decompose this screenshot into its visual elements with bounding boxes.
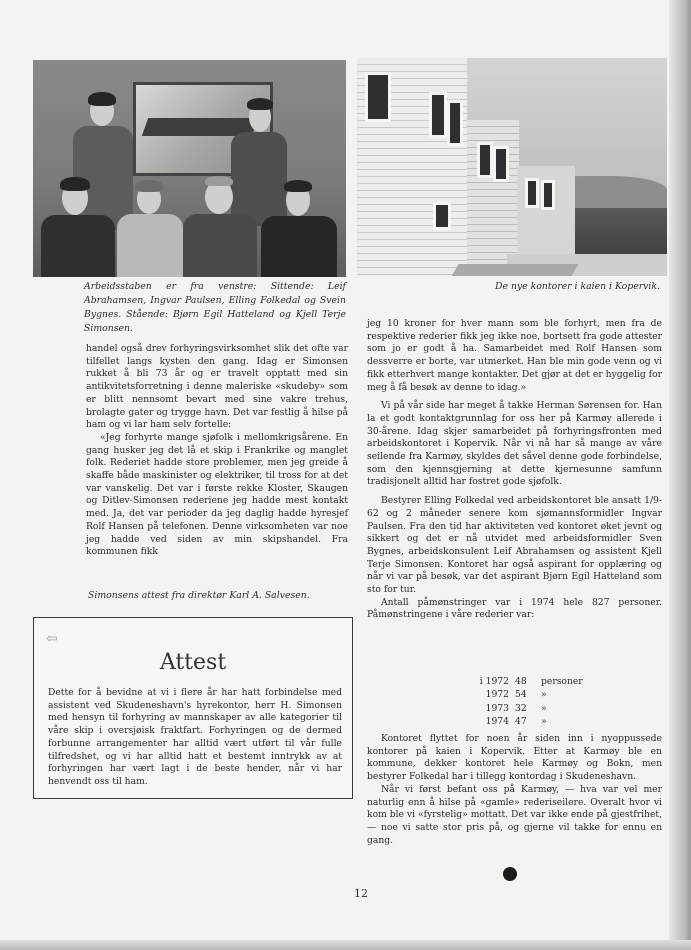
stats-count: 32 [515,702,527,714]
attest-box [33,617,353,799]
stats-year: 1974 [485,716,509,728]
right-paragraph-5: Kontoret flyttet for noen år siden inn i nyoppussede kontorer på kaien i Kopervik. Etter at Karmøy ble en kommune, dekker kontoret hele Karmøy og Bokn, men bestyrer Folkedal har i tillegg kontordag i Skudeneshavn. [367,733,662,783]
stats-unit: personer [541,676,583,687]
stats-unit: » [541,702,547,714]
stats-unit: » [541,716,547,728]
arrow-left-icon: ⇦ [46,631,58,647]
attest-caption: Simonsens attest fra direktør Karl A. Salvesen. [88,590,310,601]
right-column [367,318,662,622]
left-paragraph-2: «Jeg forhyrte mange sjøfolk i mellomkrigsårene. En gang husker jeg det lå et skip i Frankrike og manglet folk. Rederiet hadde store problemer, men jeg greide å skaffe både maskinister og elektriker, til tross for at det var vanskelig. Det var i første rekke Kloster, Skaugen og Ditlev-Simonsen rederiene jeg hadde mest kontakt med. Ja, det var perioder da jeg daglig hadde hyresjef Rolf Hansen på telefonen. Denne virksomheten var noe jeg hadde ved siden av min skipshandel. Fra kommunen fikk [86,431,348,558]
staff-photo [33,60,346,277]
right-paragraph-1: jeg 10 kroner for hver mann som ble forhyrt, men fra de respektive rederier fikk jeg ikke noe, bortsett fra gode attester som jo er godt å ha. Samarbeidet med Rolf Hansen som dessverre er borte, var utmerket. Han ble min gode venn og vi fikk etterhvert mange kontakter. Det gjør at det er hyggelig for meg å få besøk av denne to idag.» [367,318,662,393]
offices-caption: De nye kontorer i kaien i Kopervik. [495,281,660,292]
window [541,180,555,210]
stats-year: 1973 [485,702,509,714]
window [429,92,447,138]
road [435,264,578,276]
stats-year: 1972 [485,689,509,701]
right-column-end [367,733,662,847]
offices-photo [357,58,667,276]
attest-title: Attest [159,650,227,675]
person-seated-3 [181,176,259,277]
stats-unit: » [541,689,547,701]
boarding-stats-table [447,675,601,729]
second-house [467,120,519,276]
window [447,100,463,146]
stats-row [447,688,601,701]
window [493,146,509,182]
person-seated-2 [115,178,185,277]
attest-body: Dette for å bevidne at vi i flere år har hatt forbindelse med assistent ved Skudeneshavn's hyrekontor, herr H. Simonsen med hensyn til forhyring av mannskaper av alle kategorier til våre skip i oversjøisk fraktfart. Forhyringen og de dermed forbunne arrangementer har alltid vært utført til vår fulle tilfredshet, og vi har alltid hatt et bestemt inntrykk av at forhyringen har vært lagt i de beste hender, når vi har henvendt oss til ham. [48,687,342,787]
window [365,72,391,122]
stats-count: 47 [515,716,527,728]
right-paragraph-3: Bestyrer Elling Folkedal ved arbeidskontoret ble ansatt 1/9-62 og 2 måneder senere kom sjømannsformidler Ingvar Paulsen. Fra den tid har aktiviteten ved kontoret øket jevnt og sikkert og det er nå utvidet med arbeidsformidler Sven Bygnes, arbeidskonsulent Leif Abrahamsen og assistent Kjell Terje Simonsen. Kontoret har også aspirant for opplæring og når vi var på besøk, var det aspirant Bjørn Egil Hatteland som sto for tur. [367,495,662,596]
right-paragraph-2: Vi på vår side har meget å takke Herman Sørensen for. Han la et godt kontaktgrunnlag for oss her på Karmøy allerede i 30-årene. Idag skjer samarbeidet på forhyringsfronten med arbeidskontoret i Kopervik. Når vi nå har så mange av våre seilende fra Karmøy, skyldes det såvel denne gode forbindelse, som den kjennsgjerning at dette kjernesunne samfunn tradisjonelt alltid har fostret gode sjøfolk. [367,400,662,488]
left-column [86,343,348,559]
stats-row [447,715,601,728]
person-seated-4 [259,178,339,277]
page-bottom-shadow [0,940,691,950]
stats-row [447,675,601,688]
stats-year: i 1972 [479,676,509,687]
left-paragraph-1: handel også drev forhyringsvirksomhet slik det ofte var tilfellet langs kysten den gang. Idag er Simonsen rukket å bli 73 år og er travelt opptatt med sin antikvitetsforretning i denne maleriske «skudeby» som er blitt nennsomt bevart med sine vakre trehus, brolagte gater og trygge havn. Det var festlig å hilse på ham og vi lar ham selv fortelle: [86,343,348,431]
stats-row [447,702,601,715]
end-mark-dot [503,867,517,881]
page-number: 12 [354,887,368,900]
staff-caption: Arbeidsstaben er fra venstre: Sittende: Leif Abrahamsen, Ingvar Paulsen, Elling Folkedal og Svein Bygnes. Stående: Bjørn Egil Hatteland og Kjell Terje Simonsen. [84,281,346,334]
stats-count: 54 [515,689,527,701]
right-paragraph-6: Når vi først befant oss på Karmøy, — hva var vel mer naturlig enn å hilse på «gamle» rederiseilere. Overalt hvor vi kom ble vi «fyrstelig» mottatt. Det var ikke ende på gjestfrihet, — noe vi satte stor pris på, og gjerne vil takke for ennu en gang. [367,783,663,846]
right-paragraph-4: Antall påmønstringer var i 1974 hele 827 personer. Påmønstringene i våre rederier var: [367,596,662,621]
person-seated-1 [35,175,115,277]
window [525,178,539,208]
window [433,202,451,230]
stats-count: 48 [515,676,527,687]
window [477,142,493,178]
page-edge-shadow [669,0,691,950]
